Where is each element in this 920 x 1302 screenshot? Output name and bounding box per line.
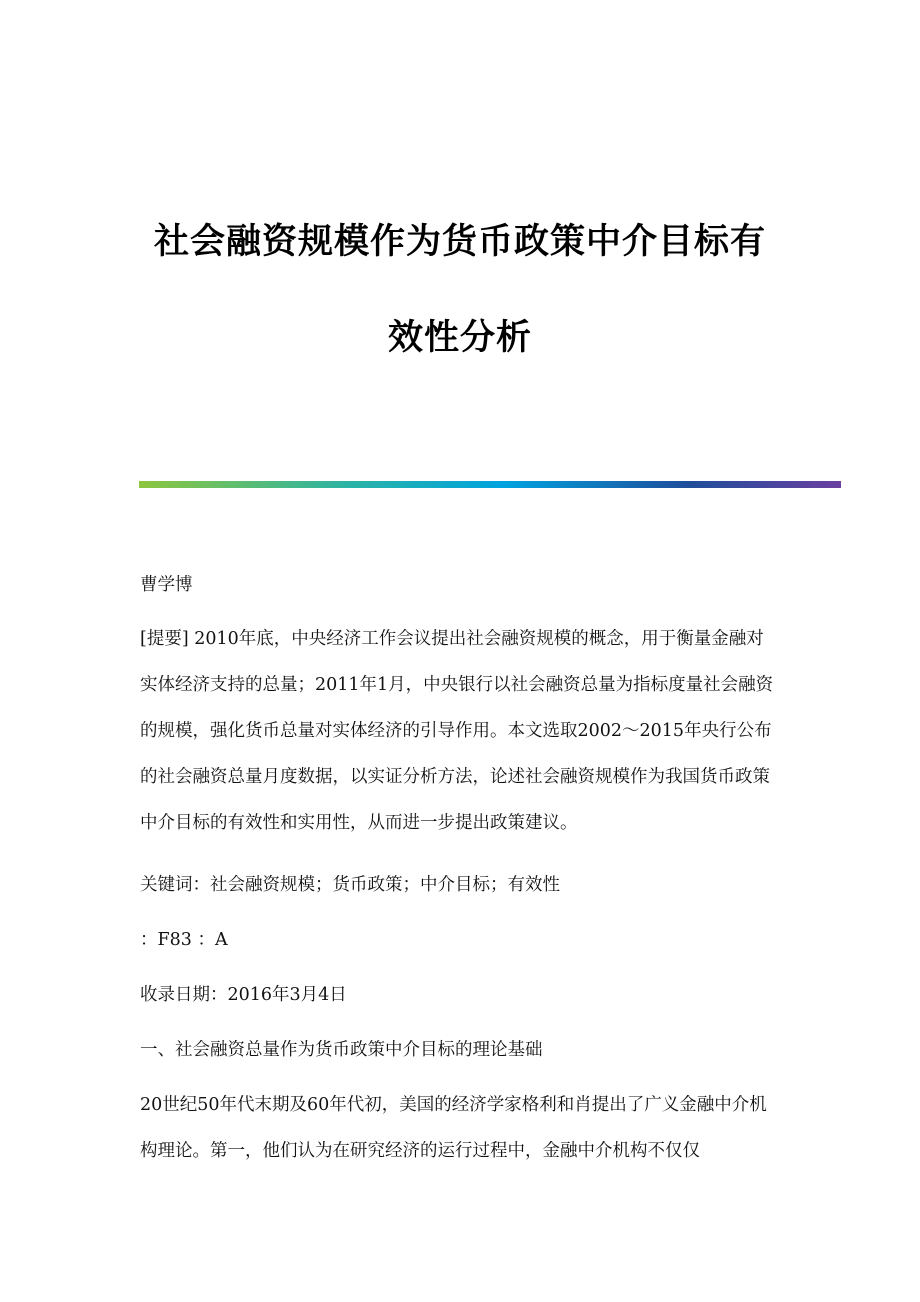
classification-line: ：F83 ：A [140, 930, 228, 950]
keywords-line: 关键词：社会融资规模；货币政策；中介目标；有效性 [140, 875, 560, 895]
received-date-line: 收录日期：2016年3月4日 [140, 985, 347, 1005]
author-name: 曹学博 [140, 575, 193, 595]
section-heading: 一、社会融资总量作为货币政策中介目标的理论基础 [140, 1040, 543, 1060]
document-title-line-1: 社会融资规模作为货币政策中介目标有 [153, 222, 766, 262]
document-title-line-2: 效性分析 [387, 318, 532, 358]
section-paragraph: 20世纪50年代末期及60年代初，美国的经济学家格利和肖提出了广义金融中介机构理论。第一，他们认为在研究经济的运行过程中，金融中介机构不仅仅 [140, 1095, 767, 1161]
title-divider-gradient [139, 481, 841, 488]
abstract-paragraph: [提要] 2010年底，中央经济工作会议提出社会融资规模的概念，用于衡量金融对实体经济支持的总量；2011年1月，中央银行以社会融资总量为指标度量社会融资的规模，强化货币总量对实体经济的引导作用。本文选取2002～2015年央行公布的社会融资总量月度数据，以实证分析方法，论述社会融资规模作为我国货币政策中介目标的有效性和实用性，从而进一步提出政策建议。 [140, 629, 774, 833]
